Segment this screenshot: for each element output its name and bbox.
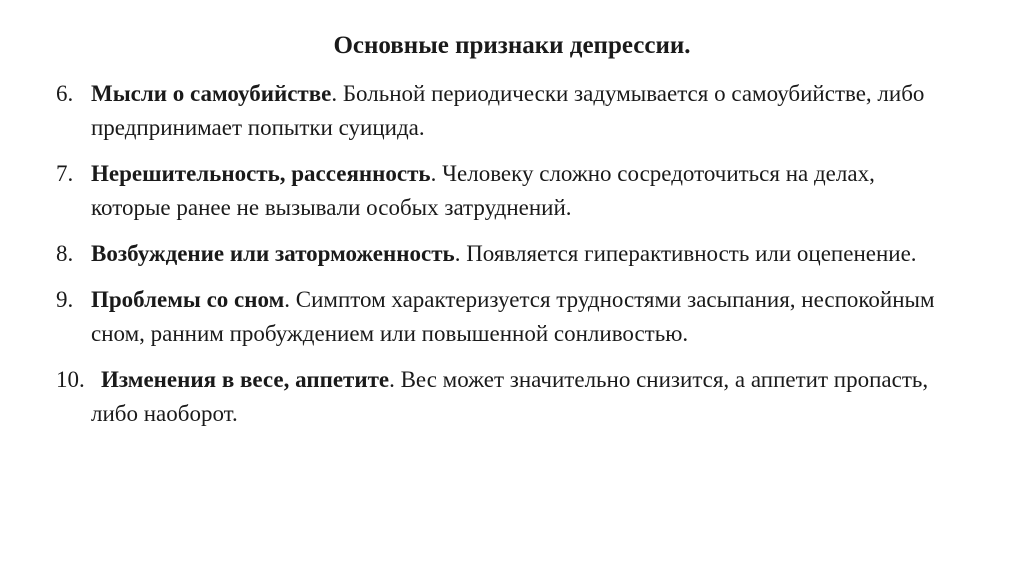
item-heading: Мысли о самоубийстве <box>91 81 332 106</box>
item-number: 10. <box>56 367 85 392</box>
symptom-list <box>56 77 956 443</box>
item-number: 6. <box>56 81 74 106</box>
item-number: 9. <box>56 287 74 312</box>
list-item <box>56 77 956 145</box>
item-text: . Вес может значительно снизится, а аппетит пропасть, либо наоборот. <box>91 367 929 426</box>
slide-title: Основные признаки депрессии. <box>333 32 691 59</box>
item-text: . Человеку сложно сосредоточиться на делах, которые ранее не вызывали особых затруднений. <box>91 161 875 220</box>
item-number: 7. <box>56 161 74 186</box>
item-text: . Больной периодически задумывается о самоубийстве, либо предпринимает попытки суицида. <box>91 81 925 140</box>
item-number: 8. <box>56 241 74 266</box>
list-item <box>56 283 956 351</box>
item-heading: Нерешительность, рассеянность <box>91 161 431 186</box>
item-heading: Изменения в весе, аппетите <box>101 367 390 392</box>
item-heading: Проблемы со сном <box>91 287 285 312</box>
item-text: . Появляется гиперактивность или оцепенение. <box>454 241 917 266</box>
item-text: . Симптом характеризуется трудностями засыпания, неспокойным сном, ранним пробуждением или повышенной сонливостью. <box>91 287 935 346</box>
list-item <box>56 157 956 225</box>
item-heading: Возбуждение или заторможенность <box>91 241 455 266</box>
list-item <box>56 363 956 431</box>
list-item <box>56 237 956 271</box>
